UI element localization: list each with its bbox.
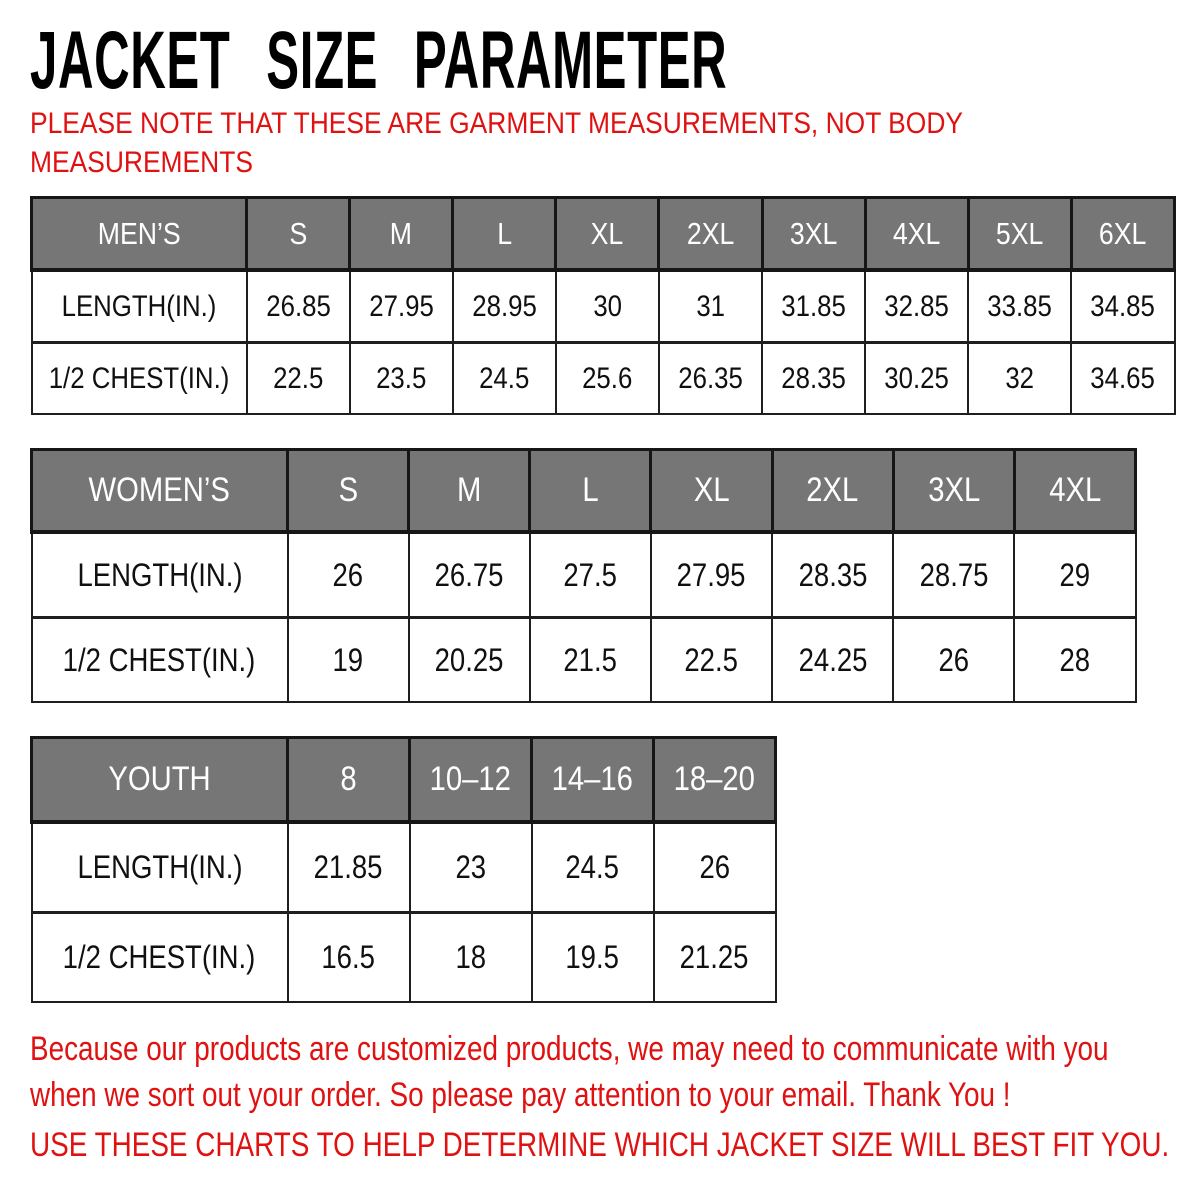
page-title: JACKET SIZE PARAMETER: [30, 15, 728, 106]
mens-chest-label: 1/2 CHEST(IN.): [32, 343, 247, 415]
youth-size-header-cell: 18–20: [654, 738, 776, 823]
womens-size-table: [30, 448, 1137, 703]
mens-length-cell: 27.95: [350, 270, 453, 343]
womens-length-cell: 26.75: [409, 532, 530, 618]
mens-length-cell: 31: [659, 270, 762, 343]
mens-chest-cell: 23.5: [350, 343, 453, 415]
mens-chest-cell: 30.25: [865, 343, 968, 415]
womens-table-title-cell: WOMEN’S: [32, 450, 288, 533]
youth-chest-cell: 19.5: [532, 913, 654, 1003]
youth-size-header-cell: 14–16: [532, 738, 654, 823]
womens-size-header-cell: 4XL: [1014, 450, 1135, 533]
womens-header-row: [32, 450, 1136, 533]
youth-length-cell: 24.5: [532, 822, 654, 913]
youth-chest-row: [32, 913, 776, 1003]
mens-size-header-cell: S: [247, 198, 350, 271]
fit-advice-note: USE THESE CHARTS TO HELP DETERMINE WHICH JACKET SIZE WILL BEST FIT YOU.: [30, 1126, 1170, 1164]
mens-size-header-cell: M: [350, 198, 453, 271]
womens-length-row: [32, 532, 1136, 618]
mens-size-header-cell: 6XL: [1071, 198, 1174, 271]
womens-length-cell: 29: [1014, 532, 1135, 618]
youth-size-header-cell: 8: [288, 738, 410, 823]
womens-chest-cell: 24.25: [772, 618, 893, 703]
youth-chest-cell: 21.25: [654, 913, 776, 1003]
mens-size-header-cell: L: [453, 198, 556, 271]
womens-chest-cell: 28: [1014, 618, 1135, 703]
mens-size-header-cell: 5XL: [968, 198, 1071, 271]
womens-size-header-cell: L: [530, 450, 651, 533]
mens-chest-cell: 34.65: [1071, 343, 1174, 415]
womens-chest-cell: 19: [288, 618, 409, 703]
mens-length-cell: 26.85: [247, 270, 350, 343]
mens-table-title-cell: MEN’S: [32, 198, 247, 271]
mens-chest-row: [32, 343, 1175, 415]
customization-note: [30, 1026, 1109, 1118]
mens-size-header-cell: XL: [556, 198, 659, 271]
youth-length-cell: 23: [410, 822, 532, 913]
mens-chest-cell: 26.35: [659, 343, 762, 415]
mens-chest-cell: 24.5: [453, 343, 556, 415]
mens-chest-cell: 28.35: [762, 343, 865, 415]
womens-size-header-cell: M: [409, 450, 530, 533]
mens-length-cell: 33.85: [968, 270, 1071, 343]
mens-length-cell: 28.95: [453, 270, 556, 343]
mens-length-cell: 32.85: [865, 270, 968, 343]
mens-length-row: [32, 270, 1175, 343]
mens-size-table: [30, 196, 1176, 415]
womens-length-cell: 27.5: [530, 532, 651, 618]
mens-size-header-cell: 4XL: [865, 198, 968, 271]
youth-length-cell: 21.85: [288, 822, 410, 913]
mens-length-label: LENGTH(IN.): [32, 270, 247, 343]
mens-chest-cell: 25.6: [556, 343, 659, 415]
womens-chest-cell: 26: [893, 618, 1014, 703]
youth-chest-label: 1/2 CHEST(IN.): [32, 913, 288, 1003]
youth-length-row: [32, 822, 776, 913]
mens-length-cell: 34.85: [1071, 270, 1174, 343]
youth-length-cell: 26: [654, 822, 776, 913]
mens-size-header-cell: 2XL: [659, 198, 762, 271]
womens-size-header-cell: 2XL: [772, 450, 893, 533]
mens-header-row: [32, 198, 1175, 271]
womens-length-cell: 27.95: [651, 532, 772, 618]
womens-chest-cell: 21.5: [530, 618, 651, 703]
womens-chest-label: 1/2 CHEST(IN.): [32, 618, 288, 703]
customization-note-line-1: Because our products are customized products, we may need to communicate with you: [30, 1030, 1109, 1068]
womens-chest-cell: 22.5: [651, 618, 772, 703]
garment-measurement-note-line-1: PLEASE NOTE THAT THESE ARE GARMENT MEASUREMENTS, NOT BODY: [30, 107, 964, 140]
garment-measurement-note-line-2: MEASUREMENTS: [30, 146, 253, 179]
womens-size-header-cell: XL: [651, 450, 772, 533]
youth-chest-cell: 16.5: [288, 913, 410, 1003]
mens-length-cell: 30: [556, 270, 659, 343]
mens-chest-cell: 22.5: [247, 343, 350, 415]
womens-chest-row: [32, 618, 1136, 703]
womens-length-cell: 28.75: [893, 532, 1014, 618]
womens-length-cell: 26: [288, 532, 409, 618]
youth-header-row: [32, 738, 776, 823]
womens-length-cell: 28.35: [772, 532, 893, 618]
youth-chest-cell: 18: [410, 913, 532, 1003]
youth-size-table: [30, 736, 777, 1003]
garment-measurement-note: [30, 104, 963, 182]
customization-note-line-2: when we sort out your order. So please pay attention to your email. Thank You !: [30, 1076, 1011, 1114]
youth-size-header-cell: 10–12: [410, 738, 532, 823]
womens-length-label: LENGTH(IN.): [32, 532, 288, 618]
womens-chest-cell: 20.25: [409, 618, 530, 703]
mens-length-cell: 31.85: [762, 270, 865, 343]
youth-length-label: LENGTH(IN.): [32, 822, 288, 913]
youth-table-title-cell: YOUTH: [32, 738, 288, 823]
womens-size-header-cell: S: [288, 450, 409, 533]
mens-size-header-cell: 3XL: [762, 198, 865, 271]
mens-chest-cell: 32: [968, 343, 1071, 415]
womens-size-header-cell: 3XL: [893, 450, 1014, 533]
